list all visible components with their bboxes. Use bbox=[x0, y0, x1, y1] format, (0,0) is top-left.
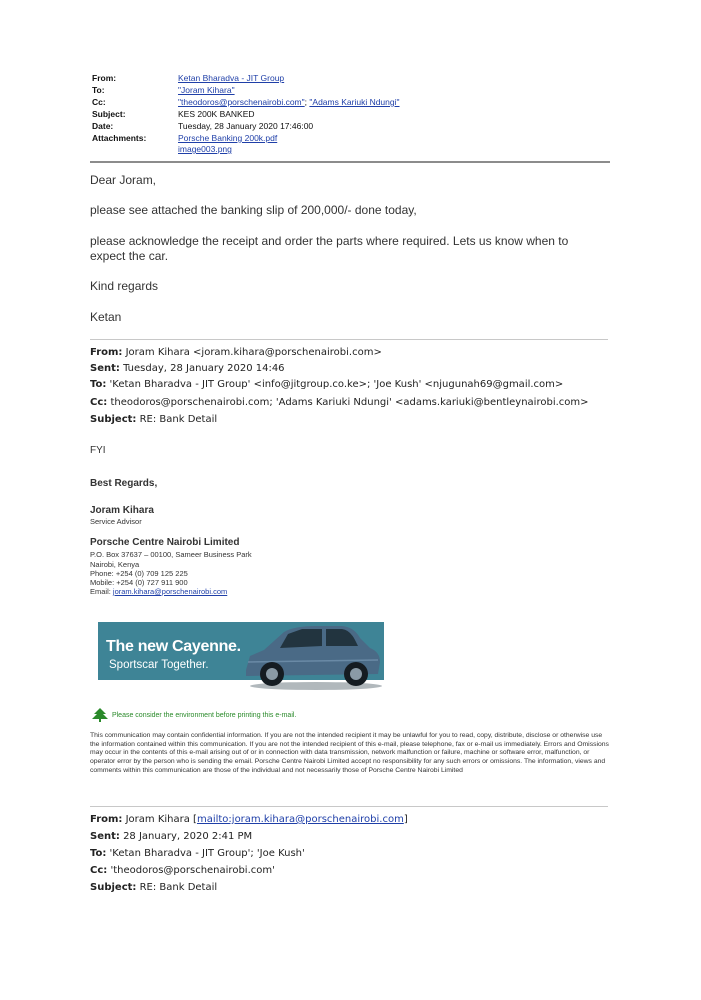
fwd1-from-value: Joram Kihara <joram.kihara@porschenairobi.com> bbox=[122, 347, 382, 358]
signature-phone: Phone: +254 (0) 709 125 225 bbox=[90, 569, 188, 578]
forward-divider-1 bbox=[90, 339, 608, 340]
signature-name: Joram Kihara bbox=[90, 505, 154, 516]
message-closing: Kind regards bbox=[90, 279, 159, 293]
header-cc-label: Cc: bbox=[92, 97, 106, 107]
header-cc-link-1[interactable]: "theodoros@porschenairobi.com" bbox=[178, 97, 305, 107]
header-cc-separator: ; bbox=[304, 97, 310, 107]
fwd2-to-row bbox=[90, 846, 305, 862]
fwd2-from-value: Joram Kihara [ bbox=[122, 814, 197, 825]
fwd2-mailto-link[interactable]: mailto:joram.kihara@porschenairobi.com bbox=[196, 814, 404, 825]
fwd2-to-value: 'Ketan Bharadva - JIT Group'; 'Joe Kush' bbox=[106, 848, 305, 859]
signature-email-label: Email: bbox=[90, 587, 113, 596]
message-greeting: Dear Joram, bbox=[90, 173, 157, 187]
signature-email-link[interactable]: joram.kihara@porschenairobi.com bbox=[112, 587, 228, 596]
header-date-value: Tuesday, 28 January 2020 17:46:00 bbox=[178, 121, 314, 131]
signature-title: Service Advisor bbox=[90, 517, 142, 526]
header-to-link[interactable]: "Joram Kihara" bbox=[178, 85, 235, 95]
signature-address-2: Nairobi, Kenya bbox=[90, 560, 140, 569]
fwd2-cc-label: Cc: bbox=[90, 865, 108, 876]
banner-headline: The new Cayenne. bbox=[106, 638, 241, 655]
fwd1-from-label: From: bbox=[90, 347, 123, 358]
fwd2-to-label: To: bbox=[90, 848, 107, 859]
fwd2-cc-row bbox=[90, 863, 275, 879]
signature-address-1: P.O. Box 37637 – 00100, Sameer Business Park bbox=[90, 550, 252, 559]
header-subject-label: Subject: bbox=[92, 109, 126, 119]
car-image-icon bbox=[238, 618, 384, 692]
header-subject-value: KES 200K BANKED bbox=[178, 109, 255, 119]
fwd2-from-row bbox=[90, 812, 408, 828]
fwd1-sent-value: Tuesday, 28 January 2020 14:46 bbox=[119, 363, 285, 374]
header-cc-values bbox=[178, 97, 400, 109]
fwd1-cc-label: Cc: bbox=[90, 397, 108, 408]
attachment-link-image[interactable]: image003.png bbox=[178, 144, 232, 154]
fwd1-to-label: To: bbox=[90, 379, 107, 390]
fwd2-subject-label: Subject: bbox=[90, 882, 137, 893]
tree-icon bbox=[90, 708, 110, 722]
header-attachments-label: Attachments: bbox=[92, 133, 147, 143]
signature-best-regards: Best Regards, bbox=[90, 478, 158, 489]
header-cc-link-2[interactable]: "Adams Kariuki Ndungi" bbox=[309, 97, 400, 107]
fwd2-sent-value: 28 January, 2020 2:41 PM bbox=[119, 831, 253, 842]
fwd1-cc-value: theodoros@porschenairobi.com; 'Adams Kariuki Ndungi' <adams.kariuki@bentleynairobi.com> bbox=[107, 397, 589, 408]
fwd1-subject-row bbox=[90, 412, 217, 428]
header-to-label: To: bbox=[92, 85, 105, 95]
header-from-label: From: bbox=[92, 73, 117, 83]
fwd1-subject-label: Subject: bbox=[90, 414, 137, 425]
message-paragraph-2: please acknowledge the receipt and order the parts where required. Lets us know when to expect the car. bbox=[90, 234, 569, 263]
environment-note-text: Please consider the environment before printing this e-mail. bbox=[111, 711, 297, 719]
cayenne-banner[interactable] bbox=[98, 618, 384, 692]
forward-divider-2 bbox=[90, 806, 608, 807]
fwd2-sent-row bbox=[90, 829, 252, 845]
fwd2-cc-value: 'theodoros@porschenairobi.com' bbox=[107, 865, 275, 876]
signature-company: Porsche Centre Nairobi Limited bbox=[90, 537, 240, 548]
banner-tagline: Sportscar Together. bbox=[109, 659, 209, 671]
fwd2-from-label: From: bbox=[90, 814, 123, 825]
signature-mobile: Mobile: +254 (0) 727 911 900 bbox=[90, 578, 188, 587]
message-sender-name: Ketan bbox=[90, 310, 122, 324]
fwd1-cc-row bbox=[90, 395, 589, 411]
fwd2-subject-value: RE: Bank Detail bbox=[136, 882, 218, 893]
environment-note bbox=[90, 708, 296, 722]
header-divider bbox=[90, 161, 610, 163]
fwd1-from-row bbox=[90, 345, 382, 361]
fwd1-subject-value: RE: Bank Detail bbox=[136, 414, 218, 425]
fwd2-subject-row bbox=[90, 880, 217, 896]
fwd1-to-row bbox=[90, 377, 563, 393]
attachment-link-pdf[interactable]: Porsche Banking 200k.pdf bbox=[178, 133, 278, 143]
fwd2-from-end: ] bbox=[403, 814, 408, 825]
fwd1-sent-label: Sent: bbox=[90, 363, 120, 374]
fwd1-sent-row bbox=[90, 361, 285, 377]
fwd2-sent-label: Sent: bbox=[90, 831, 120, 842]
disclaimer-text: This communication may contain confidential information. If you are not the intended recipient it may be unlawful for you to read, copy, distribute, disclose or otherwise use the information contained within this communication. If you are not the intended recipient of this e-mail, please telephone, fax or e-mail us immediately. Errors and Omissions may occur in the contents of this e-mail arising out of or in connection with data transmission, network malfunction or failure, machine or software error, malfunction, or operator error by the person who is sending the email. Porsche Centre Nairobi Limited accept no responsibility for any such errors or omissions. The information, views and comments within this communication are those of the individual and not necessarily those of Porsche Centre Nairobi Limited bbox=[90, 732, 609, 774]
fwd1-body: FYI bbox=[90, 445, 106, 456]
fwd1-to-value: 'Ketan Bharadva - JIT Group' <info@jitgroup.co.ke>; 'Joe Kush' <njugunah69@gmail.com> bbox=[106, 379, 564, 390]
header-date-label: Date: bbox=[92, 121, 114, 131]
header-from-link[interactable]: Ketan Bharadva - JIT Group bbox=[178, 73, 285, 83]
signature-email-row bbox=[90, 587, 227, 596]
message-paragraph-1: please see attached the banking slip of 200,000/- done today, bbox=[90, 203, 417, 217]
